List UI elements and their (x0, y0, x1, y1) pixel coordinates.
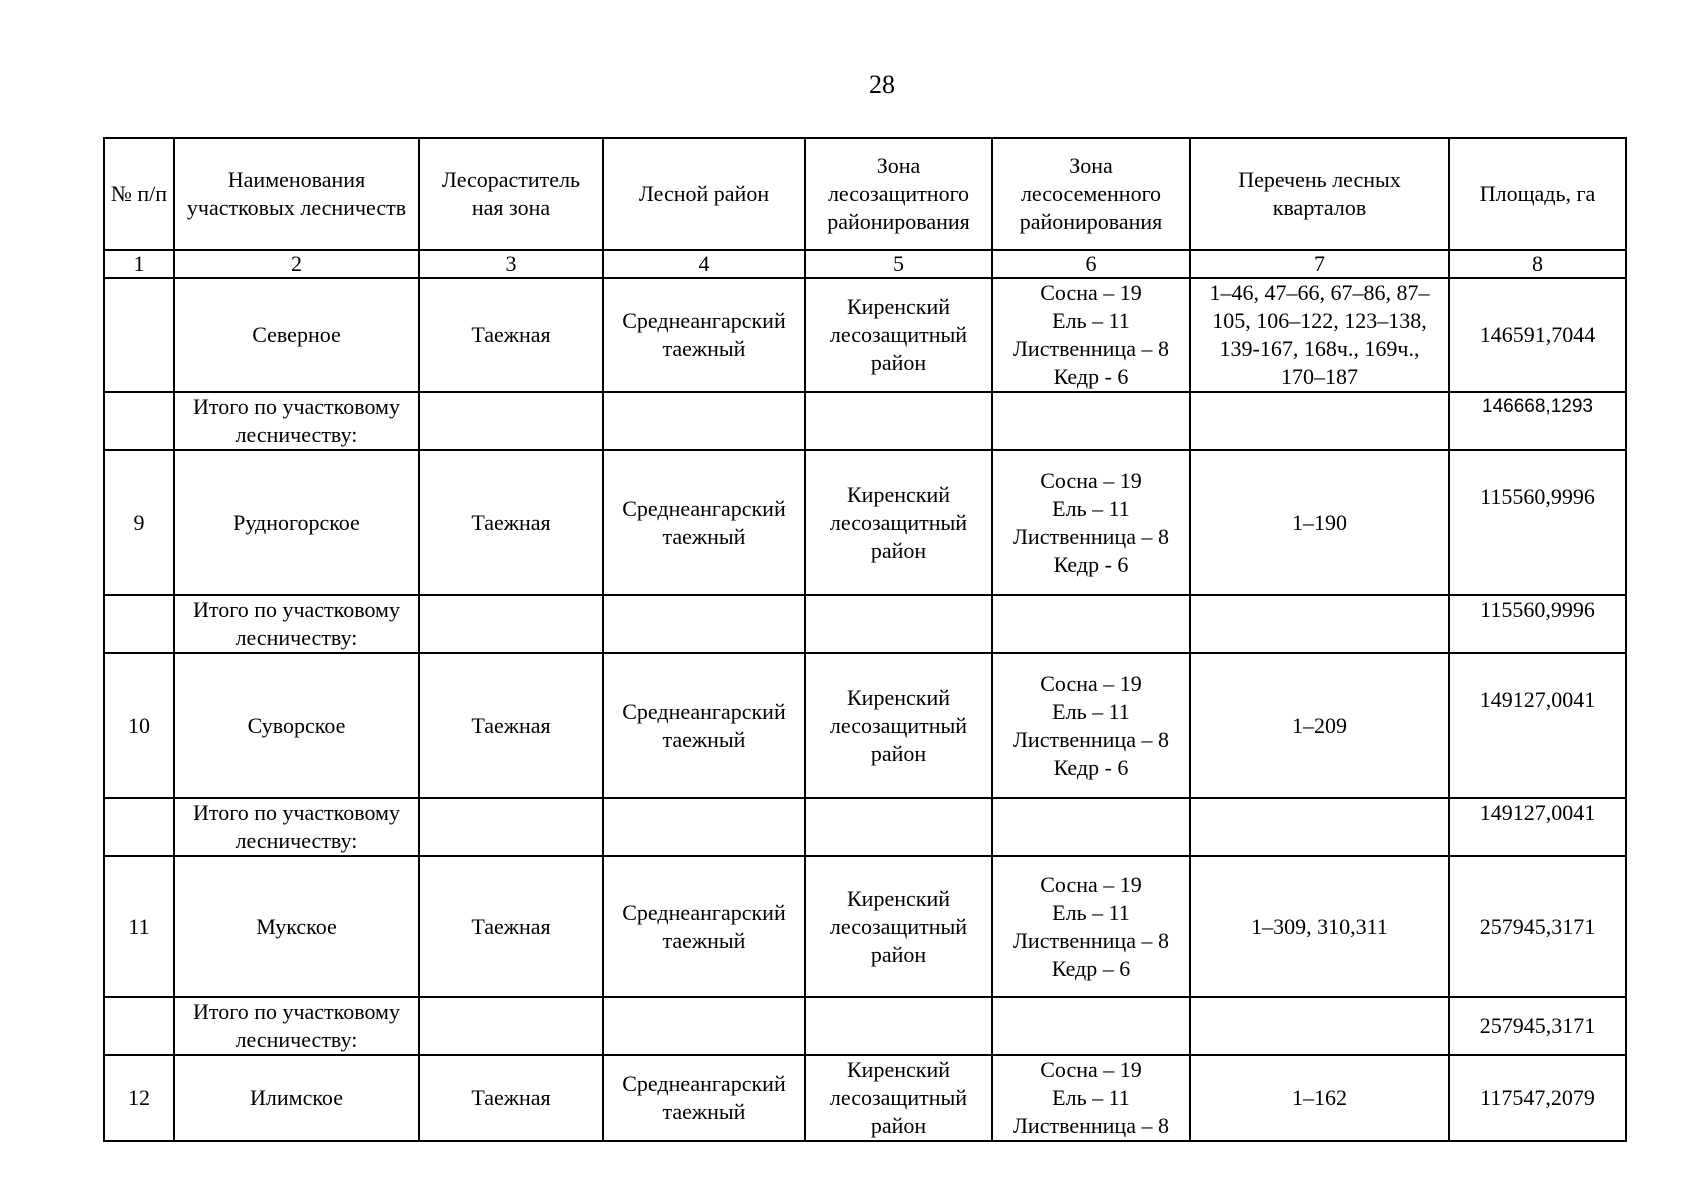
species-line: Лиственница – 8 (1013, 726, 1169, 752)
area-value: 146591,7044 (1449, 278, 1626, 392)
column-number: 4 (603, 250, 805, 278)
empty-cell (603, 392, 805, 450)
species-line: Кедр - 6 (1053, 364, 1129, 389)
empty-cell (104, 997, 174, 1055)
seed-zone (992, 1055, 1190, 1141)
seed-zone (992, 278, 1190, 392)
empty-cell (419, 997, 603, 1055)
column-number: 3 (419, 250, 603, 278)
vegetation-zone: Таежная (419, 450, 603, 595)
species-line: Ель – 11 (1052, 308, 1130, 333)
empty-cell (603, 595, 805, 653)
header-cell: Перечень лесных кварталов (1190, 138, 1449, 250)
row-number: 11 (104, 856, 174, 997)
total-row (104, 595, 1626, 653)
total-row (104, 798, 1626, 856)
empty-cell (603, 798, 805, 856)
species-line: Кедр - 6 (1053, 754, 1129, 780)
empty-cell (419, 392, 603, 450)
area-value: 257945,3171 (1449, 856, 1626, 997)
empty-cell (1190, 595, 1449, 653)
empty-cell (992, 595, 1190, 653)
header-cell: Площадь, га (1449, 138, 1626, 250)
species-line: Сосна – 19 (1040, 670, 1142, 696)
total-label: Итого по участковому лесничеству: (174, 997, 419, 1055)
forest-district: Среднеангарский таежный (603, 653, 805, 798)
species-line: Лиственница – 8 (1013, 523, 1169, 549)
total-label: Итого по участковому лесничеству: (174, 392, 419, 450)
forestry-table (103, 137, 1627, 1142)
empty-cell (805, 997, 992, 1055)
header-cell: Лесной район (603, 138, 805, 250)
empty-cell (805, 595, 992, 653)
seed-zone (992, 450, 1190, 595)
forest-district: Среднеангарский таежный (603, 450, 805, 595)
empty-cell (1190, 798, 1449, 856)
empty-cell (992, 392, 1190, 450)
forestry-name: Рудногорское (174, 450, 419, 595)
quarters-list: 1–162 (1190, 1055, 1449, 1141)
total-value: 257945,3171 (1449, 997, 1626, 1055)
species-line: Ель – 11 (1052, 1085, 1130, 1110)
species-line: Сосна – 19 (1040, 467, 1142, 493)
header-cell: Зона лесозащитного районирования (805, 138, 992, 250)
species-line: Сосна – 19 (1040, 1057, 1142, 1082)
header-cell: Зона лесосеменного районирования (992, 138, 1190, 250)
total-value: 149127,0041 (1449, 798, 1626, 856)
table-row (104, 653, 1626, 798)
table-row (104, 856, 1626, 997)
vegetation-zone: Таежная (419, 1055, 603, 1141)
area-value: 115560,9996 (1449, 450, 1626, 595)
quarters-list: 1–46, 47–66, 67–86, 87–105, 106–122, 123–138, 139-167, 168ч., 169ч., 170–187 (1190, 278, 1449, 392)
species-line: Сосна – 19 (1040, 280, 1142, 305)
total-label: Итого по участковому лесничеству: (174, 595, 419, 653)
area-value: 117547,2079 (1449, 1055, 1626, 1141)
forestry-name: Илимское (174, 1055, 419, 1141)
page-number: 28 (869, 70, 895, 99)
species-line: Лиственница – 8 (1013, 1113, 1169, 1138)
forestry-name: Северное (174, 278, 419, 392)
vegetation-zone: Таежная (419, 856, 603, 997)
species-line: Ель – 11 (1052, 698, 1130, 724)
table-row (104, 278, 1626, 392)
header-cell: Лесораститель ная зона (419, 138, 603, 250)
column-number: 1 (104, 250, 174, 278)
forestry-name: Суворское (174, 653, 419, 798)
row-number: 12 (104, 1055, 174, 1141)
quarters-list: 1–209 (1190, 653, 1449, 798)
column-number: 2 (174, 250, 419, 278)
species-line: Лиственница – 8 (1013, 927, 1169, 953)
protection-zone: Киренский лесозащитный район (805, 1055, 992, 1141)
empty-cell (992, 798, 1190, 856)
empty-cell (992, 997, 1190, 1055)
protection-zone: Киренский лесозащитный район (805, 856, 992, 997)
empty-cell (104, 392, 174, 450)
column-number: 5 (805, 250, 992, 278)
row-number: 9 (104, 450, 174, 595)
empty-cell (805, 798, 992, 856)
seed-zone (992, 653, 1190, 798)
species-line: Ель – 11 (1052, 899, 1130, 925)
protection-zone: Киренский лесозащитный район (805, 450, 992, 595)
row-number (104, 278, 174, 392)
species-line: Ель – 11 (1052, 495, 1130, 521)
forest-district: Среднеангарский таежный (603, 1055, 805, 1141)
header-cell: Наименования участковых лесничеств (174, 138, 419, 250)
total-value: 115560,9996 (1449, 595, 1626, 653)
quarters-list: 1–190 (1190, 450, 1449, 595)
species-line: Кедр – 6 (1051, 955, 1131, 981)
total-row (104, 392, 1626, 450)
seed-zone (992, 856, 1190, 997)
empty-cell (419, 595, 603, 653)
species-line: Кедр - 6 (1053, 551, 1129, 577)
species-line: Лиственница – 8 (1013, 336, 1169, 361)
total-value: 146668,1293 (1449, 392, 1626, 450)
empty-cell (104, 595, 174, 653)
vegetation-zone: Таежная (419, 653, 603, 798)
column-number: 7 (1190, 250, 1449, 278)
row-number: 10 (104, 653, 174, 798)
empty-cell (805, 392, 992, 450)
total-row (104, 997, 1626, 1055)
total-label: Итого по участковому лесничеству: (174, 798, 419, 856)
column-number: 8 (1449, 250, 1626, 278)
species-line: Сосна – 19 (1040, 871, 1142, 897)
empty-cell (1190, 997, 1449, 1055)
quarters-list: 1–309, 310,311 (1190, 856, 1449, 997)
protection-zone: Киренский лесозащитный район (805, 278, 992, 392)
forest-district: Среднеангарский таежный (603, 278, 805, 392)
column-number-row (104, 250, 1626, 278)
forest-district: Среднеангарский таежный (603, 856, 805, 997)
table-row (104, 450, 1626, 595)
empty-cell (104, 798, 174, 856)
empty-cell (419, 798, 603, 856)
header-cell: № п/п (104, 138, 174, 250)
empty-cell (603, 997, 805, 1055)
table-row (104, 1055, 1626, 1141)
forestry-name: Мукское (174, 856, 419, 997)
empty-cell (1190, 392, 1449, 450)
vegetation-zone: Таежная (419, 278, 603, 392)
protection-zone: Киренский лесозащитный район (805, 653, 992, 798)
column-number: 6 (992, 250, 1190, 278)
area-value: 149127,0041 (1449, 653, 1626, 798)
header-row (104, 138, 1626, 250)
